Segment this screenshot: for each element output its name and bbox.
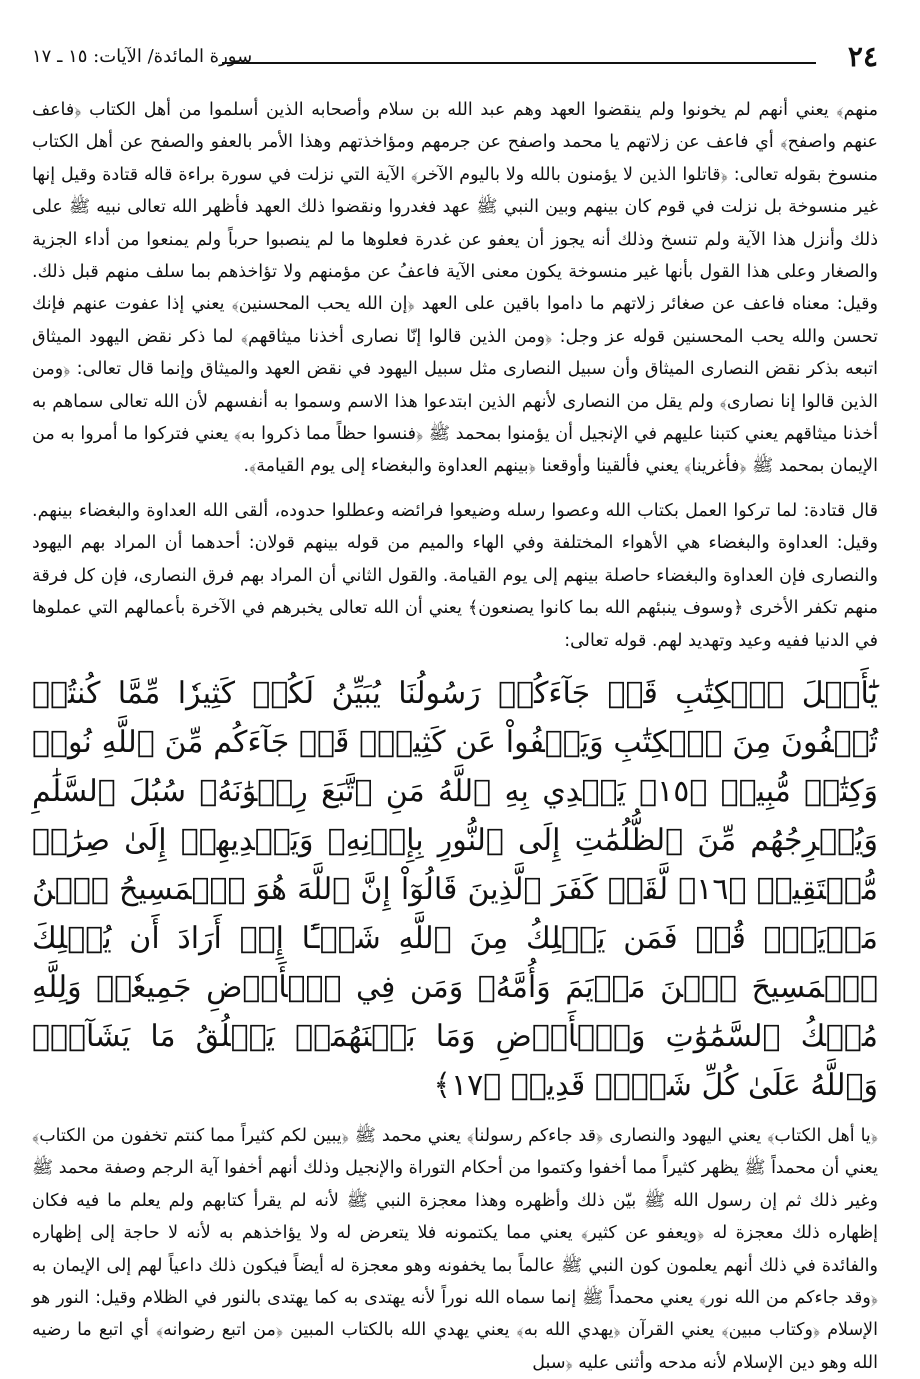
- quran-verses-15-17: يَٰٓأَهۡلَ ٱلۡكِتَٰبِ قَدۡ جَآءَكُمۡ رَسُولُنَا يُبَيِّنُ لَكُمۡ كَثِيرٗا مِّمَّا كُنتُمۡ تُخۡفُونَ مِنَ ٱلۡكِتَٰبِ وَيَعۡفُواْ عَن كَثِيرٖۚ قَدۡ جَآءَكُم مِّنَ ٱللَّهِ نُورٞ وَكِتَٰبٞ مُّبِينٞ ﴿١٥﴾ يَهۡدِي بِهِ ٱللَّهُ مَنِ ٱتَّبَعَ رِضۡوَٰنَهُۥ سُبُلَ ٱلسَّلَٰمِ وَيُخۡرِجُهُم مِّنَ ٱلظُّلُمَٰتِ إِلَى ٱلنُّورِ بِإِذۡنِهِۦ وَيَهۡدِيهِمۡ إِلَىٰ صِرَٰطٖ مُّسۡتَقِيمٖ ﴿١٦﴾ لَّقَدۡ كَفَرَ ٱلَّذِينَ قَالُوٓاْ إِنَّ ٱللَّهَ هُوَ ٱلۡمَسِيحُ ٱبۡنُ مَرۡيَمَۚ قُلۡ فَمَن يَمۡلِكُ مِنَ ٱللَّهِ شَيۡـًٔا إِنۡ أَرَادَ أَن يُهۡلِكَ ٱلۡمَسِيحَ ٱبۡنَ مَرۡيَمَ وَأُمَّهُۥ وَمَن فِي ٱلۡأَرۡضِ جَمِيعٗاۗ وَلِلَّهِ مُلۡكُ ٱلسَّمَٰوَٰتِ وَٱلۡأَرۡضِ وَمَا بَيۡنَهُمَاۚ يَخۡلُقُ مَا يَشَآءُۚ وَٱللَّهُ عَلَىٰ كُلِّ شَيۡءٖ قَدِيرٞ ﴿١٧﴾: [32, 675, 878, 1103]
- commentary-paragraph-1: منهم﴾ يعني أنهم لم يخونوا ولم ينقضوا العهد وهم عبد الله بن سلام وأصحابه الذين أسلموا من أهل الكتاب ﴿فاعف عنهم واصفح﴾ أي فاعف عن زلاتهم يا محمد واصفح عن جرمهم ومؤاخذتهم وهذا الأمر بالعفو والصفح عن أهل الكتاب منسوخ بقوله تعالى: ﴿قاتلوا الذين لا يؤمنون بالله ولا باليوم الآخر﴾ الآية التي نزلت في سورة براءة قاله قتادة وقيل إنها غير منسوخة بل نزلت في قوم كان بينهم وبين النبي ﷺ عهد فغدروا ونقضوا ذلك العهد فأظهر الله تعالى نبيه ﷺ على ذلك وأنزل هذا الآية ولم تنسخ وذلك أنه يجوز أن يعفو عن غدرة فعلوها ما لم ينصبوا حرباً ولم يمنعوا من أداء الجزية والصغار وعلى هذا القول بأنها غير منسوخة يكون معنى الآية فاعفُ عن مؤمنهم ولا تؤاخذهم بما سلف منهم قبل ذلك. وقيل: معناه فاعف عن صغائر زلاتهم ما داموا باقين على العهد ﴿إن الله يحب المحسنين﴾ يعني إذا عفوت عنهم فإنك تحسن والله يحب المحسنين قوله عز وجل: ﴿ومن الذين قالوا إنّا نصارى أخذنا ميثاقهم﴾ لما ذكر نقض اليهود الميثاق اتبعه بذكر نقض النصارى الميثاق وأن سبيل النصارى مثل سبيل اليهود في نقض العهد والميثاق وإنما قال تعالى: ﴿ومن الذين قالوا إنا نصارى﴾ ولم يقل من النصارى لأنهم الذين ابتدعوا هذا الاسم وسموا به أنفسهم لأن الله تعالى سماهم به أخذنا ميثاقهم يعني كتبنا عليهم في الإنجيل أن يؤمنوا بمحمد ﷺ ﴿فنسوا حظاً مما ذكروا به﴾ يعني فتركوا ما أمروا به من الإيمان بمحمد ﷺ ﴿فأغرينا﴾ يعني فألقينا وأوقعنا ﴿بينهم العداوة والبغضاء إلى يوم القيامة﴾.: [32, 100, 878, 477]
- header-rule: [222, 62, 816, 64]
- page-number: ٢٤: [847, 40, 878, 73]
- page-body: [32, 94, 878, 1379]
- commentary-paragraph-3: ﴿يا أهل الكتاب﴾ يعني اليهود والنصارى ﴿قد جاءكم رسولنا﴾ يعني محمد ﷺ ﴿يبين لكم كثيراً مما كنتم تخفون من الكتاب﴾ يعني أن محمداً ﷺ يظهر كثيراً مما أخفوا وكتموا من أحكام التوراة والإنجيل وذلك أنهم أخفوا آية الرجم وصفة محمد ﷺ وغير ذلك ثم إن رسول الله ﷺ بيّن ذلك وأظهره وهذا معجزة النبي ﷺ لأنه لم يقرأ كتابهم ولم يعلم ما فيه فكان إظهاره ذلك معجزة له ﴿ويعفو عن كثير﴾ يعني مما يكتمونه فلا يتعرض له ولا يؤاخذهم به لأنه لا حاجة إلى إظهاره والفائدة في ذلك أنهم يعلمون كون النبي ﷺ عالماً بما يخفونه وهو معجزة له أيضاً فيكون ذلك داعياً لهم إلى الإيمان به ﴿وقد جاءكم من الله نور﴾ يعني محمداً ﷺ إنما سماه الله نوراً لأنه يهتدى به كما يهتدى بالنور في الظلام وقيل: النور هو الإسلام ﴿وكتاب مبين﴾ يعني القرآن ﴿يهدي الله به﴾ يعني يهدي الله بالكتاب المبين ﴿من اتبع رضوانه﴾ أي اتبع ما رضيه الله وهو دين الإسلام لأنه مدحه وأثنى عليه ﴿سبل: [32, 1125, 878, 1373]
- page-header: [32, 40, 878, 80]
- commentary-paragraph-2: قال قتادة: لما تركوا العمل بكتاب الله وعصوا رسله وضيعوا فرائضه وعطلوا حدوده، ألقى الله العداوة والبغضاء بينهم. وقيل: العداوة والبغضاء هي الأهواء المختلفة وفي الهاء والميم من قوله بينهم قولان: أحدهما أن المراد بهم اليهود والنصارى فإن العداوة والبغضاء حاصلة بينهم إلى يوم القيامة. والقول الثاني أن المراد بهم فرق النصارى، فإن كل فرقة منهم تكفر الأخرى ﴿وسوف ينبئهم الله بما كانوا يصنعون﴾ يعني أن الله تعالى يخبرهم في الآخرة بأعمالهم التي عملوها في الدنيا ففيه وعيد وتهديد لهم. قوله تعالى:: [32, 500, 878, 651]
- running-title: سورة المائدة/ الآيات: ١٥ ـ ١٧: [32, 46, 253, 67]
